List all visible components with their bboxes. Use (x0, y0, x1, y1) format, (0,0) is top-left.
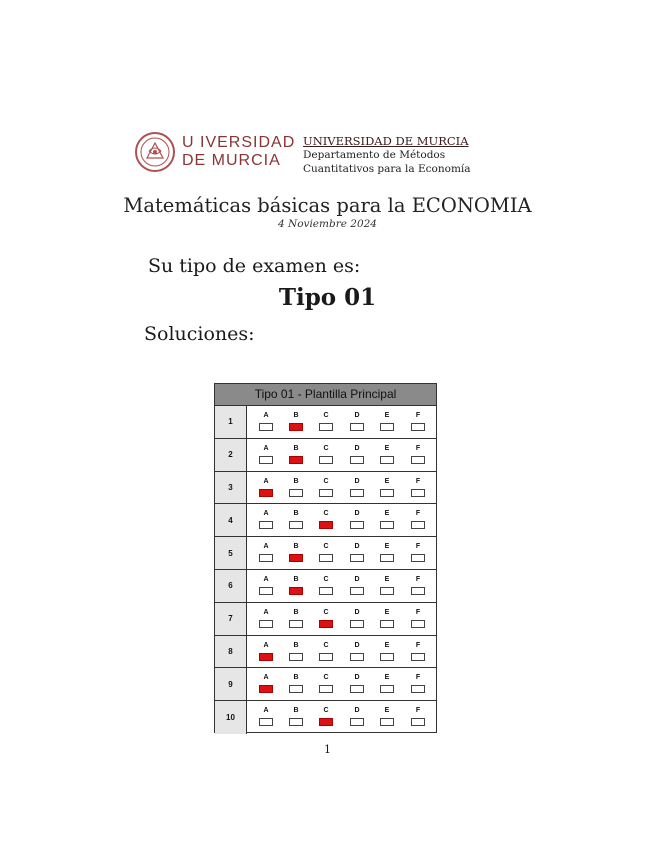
option-label: F (415, 543, 421, 551)
option-label: D (354, 707, 360, 715)
option-c (319, 411, 333, 431)
answer-box (411, 489, 425, 497)
option-a (259, 673, 273, 693)
option-a (259, 641, 273, 661)
option-label: F (415, 674, 421, 682)
option-e (380, 411, 394, 431)
option-c (319, 542, 333, 562)
question-number: 3 (215, 472, 247, 504)
option-f (411, 444, 425, 464)
answer-row (215, 668, 436, 701)
option-b (289, 673, 303, 693)
option-c (319, 608, 333, 628)
option-b (289, 575, 303, 595)
option-f (411, 477, 425, 497)
answer-box-marked (319, 521, 333, 529)
document-title: Matemáticas básicas para la ECONOMIA (123, 194, 532, 217)
option-label: B (293, 510, 299, 518)
option-f (411, 509, 425, 529)
option-e (380, 673, 394, 693)
option-label: C (323, 674, 329, 682)
option-b (289, 477, 303, 497)
option-d (350, 608, 364, 628)
option-label: E (384, 575, 390, 583)
option-label: A (263, 641, 269, 649)
question-number: 6 (215, 570, 247, 602)
option-label: C (323, 641, 329, 649)
option-c (319, 575, 333, 595)
option-label: E (384, 543, 390, 551)
university-logo-text (182, 134, 295, 170)
option-label: B (293, 707, 299, 715)
answer-box (319, 587, 333, 595)
answer-box (289, 653, 303, 661)
option-label: A (263, 477, 269, 485)
option-d (350, 641, 364, 661)
answer-box (350, 554, 364, 562)
answer-row (215, 636, 436, 669)
question-number: 9 (215, 668, 247, 700)
option-label: D (354, 444, 360, 452)
option-b (289, 641, 303, 661)
logo-line-2: DE MURCIA (182, 152, 281, 169)
option-label: B (293, 477, 299, 485)
answer-box (380, 489, 394, 497)
option-label: A (263, 707, 269, 715)
answer-box (380, 718, 394, 726)
option-label: A (263, 608, 269, 616)
option-label: C (323, 510, 329, 518)
option-e (380, 608, 394, 628)
answer-box (319, 489, 333, 497)
answer-box (289, 685, 303, 693)
answer-box-marked (319, 718, 333, 726)
option-label: B (293, 608, 299, 616)
question-number: 4 (215, 504, 247, 536)
answer-box-marked (259, 653, 273, 661)
option-d (350, 509, 364, 529)
option-label: F (415, 641, 421, 649)
option-f (411, 706, 425, 726)
answer-box (319, 423, 333, 431)
option-label: A (263, 412, 269, 419)
option-a (259, 411, 273, 431)
answer-box (289, 489, 303, 497)
answer-box (289, 521, 303, 529)
option-b (289, 411, 303, 431)
answer-box (350, 587, 364, 595)
answer-box (350, 521, 364, 529)
answer-box (380, 653, 394, 661)
answer-box (259, 554, 273, 562)
option-f (411, 641, 425, 661)
option-b (289, 706, 303, 726)
department-line-1: Departamento de Métodos (303, 149, 446, 161)
option-label: B (293, 641, 299, 649)
option-label: B (293, 444, 299, 452)
answer-box (380, 620, 394, 628)
option-d (350, 477, 364, 497)
option-e (380, 509, 394, 529)
option-label: C (323, 444, 329, 452)
option-d (350, 542, 364, 562)
option-label: C (323, 707, 329, 715)
question-number: 8 (215, 636, 247, 668)
option-label: F (415, 412, 421, 419)
answer-box (259, 423, 273, 431)
answer-sheet-rows (215, 406, 436, 734)
answer-box (380, 456, 394, 464)
answer-box (259, 718, 273, 726)
question-number: 10 (215, 701, 247, 734)
document-date: 4 Noviembre 2024 (277, 218, 377, 230)
university-seal-icon (134, 131, 176, 173)
answer-box (319, 554, 333, 562)
answer-box-marked (289, 587, 303, 595)
answer-box (350, 620, 364, 628)
answer-box (350, 423, 364, 431)
answer-box (350, 489, 364, 497)
answer-box (350, 456, 364, 464)
option-label: D (354, 641, 360, 649)
answer-box (380, 587, 394, 595)
answer-box (259, 521, 273, 529)
option-label: E (384, 641, 390, 649)
answer-box (350, 653, 364, 661)
answer-row (215, 701, 436, 734)
question-number: 1 (215, 406, 247, 438)
option-f (411, 411, 425, 431)
option-label: F (415, 444, 421, 452)
option-d (350, 411, 364, 431)
option-label: F (415, 510, 421, 518)
exam-type-value: Tipo 01 (278, 284, 377, 311)
option-label: A (263, 510, 269, 518)
answer-box (411, 620, 425, 628)
answer-box-marked (289, 456, 303, 464)
option-f (411, 673, 425, 693)
option-d (350, 575, 364, 595)
answer-box-marked (289, 554, 303, 562)
answer-box (411, 456, 425, 464)
option-a (259, 575, 273, 595)
answer-box (350, 685, 364, 693)
answer-row (215, 504, 436, 537)
option-d (350, 673, 364, 693)
answer-box (350, 718, 364, 726)
answer-box (289, 620, 303, 628)
option-d (350, 444, 364, 464)
option-label: C (323, 575, 329, 583)
option-label: C (323, 477, 329, 485)
page-number: 1 (324, 743, 331, 756)
option-label: A (263, 543, 269, 551)
option-e (380, 641, 394, 661)
option-c (319, 673, 333, 693)
answer-box (411, 554, 425, 562)
answer-box (259, 620, 273, 628)
option-c (319, 706, 333, 726)
option-label: D (354, 543, 360, 551)
answer-row (215, 603, 436, 636)
answer-box (319, 685, 333, 693)
option-label: E (384, 412, 390, 419)
option-label: A (263, 444, 269, 452)
option-f (411, 608, 425, 628)
option-b (289, 542, 303, 562)
option-a (259, 706, 273, 726)
option-label: D (354, 477, 360, 485)
answer-box (411, 685, 425, 693)
option-a (259, 477, 273, 497)
option-label: C (323, 543, 329, 551)
answer-row (215, 406, 436, 439)
answer-box (319, 653, 333, 661)
option-label: F (415, 575, 421, 583)
option-a (259, 509, 273, 529)
answer-box (411, 653, 425, 661)
answer-box (380, 685, 394, 693)
answer-box (411, 718, 425, 726)
option-label: D (354, 575, 360, 583)
question-number: 7 (215, 603, 247, 635)
option-c (319, 444, 333, 464)
answer-box (411, 587, 425, 595)
option-a (259, 444, 273, 464)
solutions-label: Soluciones: (144, 323, 255, 345)
option-e (380, 444, 394, 464)
option-e (380, 477, 394, 497)
answer-box (411, 423, 425, 431)
option-label: E (384, 477, 390, 485)
option-label: F (415, 707, 421, 715)
option-label: D (354, 674, 360, 682)
option-e (380, 575, 394, 595)
department-block (303, 134, 471, 176)
option-c (319, 477, 333, 497)
answer-row (215, 472, 436, 505)
answer-row (215, 570, 436, 603)
option-label: E (384, 608, 390, 616)
option-label: F (415, 608, 421, 616)
answer-box (380, 423, 394, 431)
option-f (411, 542, 425, 562)
option-label: D (354, 510, 360, 518)
answer-sheet-title: Tipo 01 - Plantilla Principal (215, 384, 436, 406)
option-label: C (323, 608, 329, 616)
option-label: F (415, 477, 421, 485)
option-label: B (293, 543, 299, 551)
department-line-2: Cuantitativos para la Economía (303, 163, 471, 175)
answer-box (259, 456, 273, 464)
question-number: 2 (215, 439, 247, 471)
answer-box-marked (259, 489, 273, 497)
answer-sheet (214, 383, 437, 733)
answer-box (380, 521, 394, 529)
option-b (289, 509, 303, 529)
answer-box-marked (259, 685, 273, 693)
option-b (289, 608, 303, 628)
exam-type-label: Su tipo de examen es: (148, 255, 361, 277)
option-label: E (384, 707, 390, 715)
option-label: B (293, 412, 299, 419)
answer-box-marked (319, 620, 333, 628)
option-label: B (293, 674, 299, 682)
option-d (350, 706, 364, 726)
option-label: A (263, 575, 269, 583)
option-label: C (323, 412, 329, 419)
answer-box (289, 718, 303, 726)
answer-box-marked (289, 423, 303, 431)
option-f (411, 575, 425, 595)
option-c (319, 509, 333, 529)
option-b (289, 444, 303, 464)
answer-row (215, 537, 436, 570)
option-e (380, 706, 394, 726)
option-c (319, 641, 333, 661)
option-e (380, 542, 394, 562)
answer-row (215, 439, 436, 472)
logo-line-1: U IVERSIDAD (182, 134, 296, 151)
answer-box (380, 554, 394, 562)
option-a (259, 542, 273, 562)
option-label: A (263, 674, 269, 682)
option-a (259, 608, 273, 628)
option-label: E (384, 444, 390, 452)
option-label: D (354, 608, 360, 616)
university-name: UNIVERSIDAD DE MURCIA (303, 134, 469, 148)
answer-box (411, 521, 425, 529)
university-header (132, 131, 472, 179)
option-label: E (384, 510, 390, 518)
option-label: E (384, 674, 390, 682)
option-label: B (293, 575, 299, 583)
answer-box (259, 587, 273, 595)
question-number: 5 (215, 537, 247, 569)
option-label: D (354, 412, 360, 419)
answer-box (319, 456, 333, 464)
